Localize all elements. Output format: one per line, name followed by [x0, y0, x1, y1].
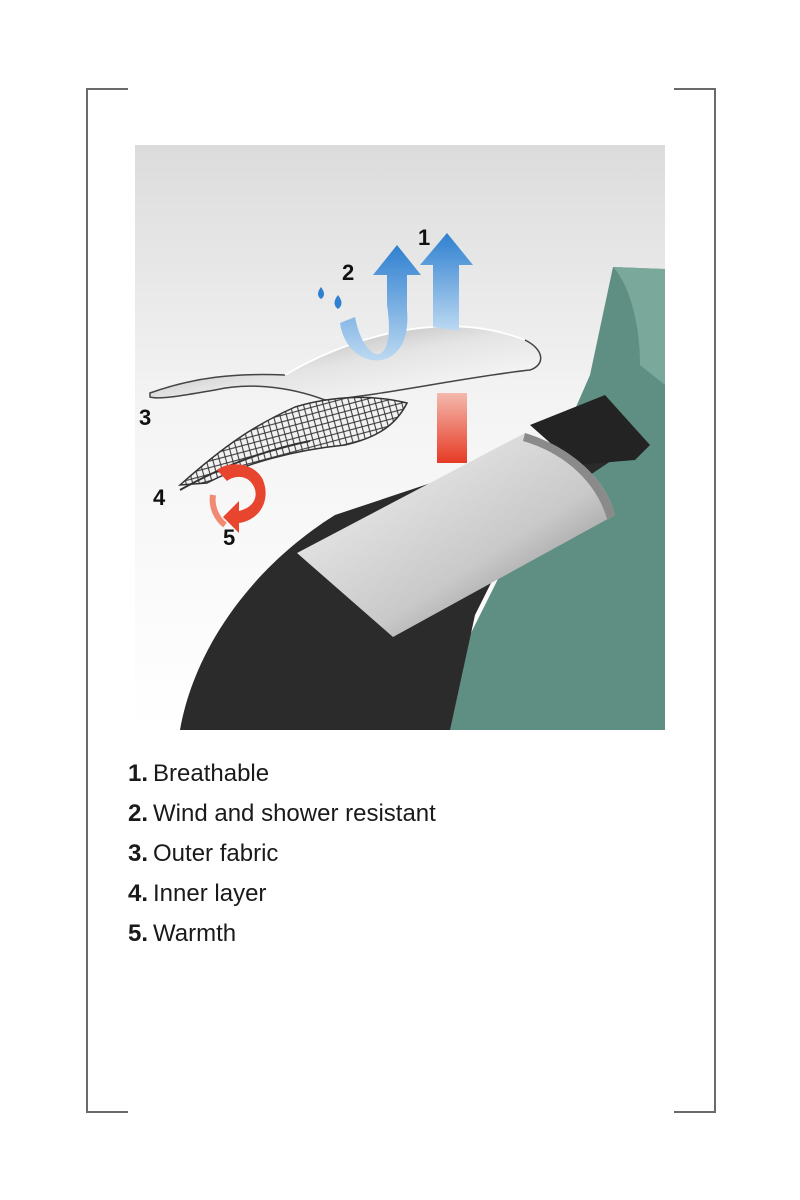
legend-number: 5. [128, 920, 149, 947]
legend-number: 3. [128, 840, 149, 867]
legend-label: Wind and shower resistant [153, 800, 436, 827]
legend-label: Inner layer [153, 880, 267, 907]
legend-item [128, 758, 436, 798]
legend-item [128, 918, 436, 958]
callout-3: 3 [139, 405, 152, 430]
heat-arrow-icon [437, 393, 467, 463]
left-bracket [86, 88, 128, 1113]
callout-1: 1 [418, 225, 431, 250]
legend-item [128, 798, 436, 838]
right-bracket [674, 88, 716, 1113]
legend-item [128, 838, 436, 878]
legend-number: 1. [128, 760, 149, 787]
feature-legend [128, 758, 436, 958]
legend-number: 2. [128, 800, 149, 827]
illustration-svg [135, 145, 665, 730]
callout-2: 2 [342, 260, 355, 285]
fabric-layers-illustration [135, 145, 665, 730]
callout-4: 4 [153, 485, 166, 510]
legend-label: Outer fabric [153, 840, 279, 867]
legend-number: 4. [128, 880, 149, 907]
legend-item [128, 878, 436, 918]
legend-label: Warmth [153, 920, 237, 947]
legend-label: Breathable [153, 760, 270, 787]
callout-5: 5 [223, 525, 236, 550]
